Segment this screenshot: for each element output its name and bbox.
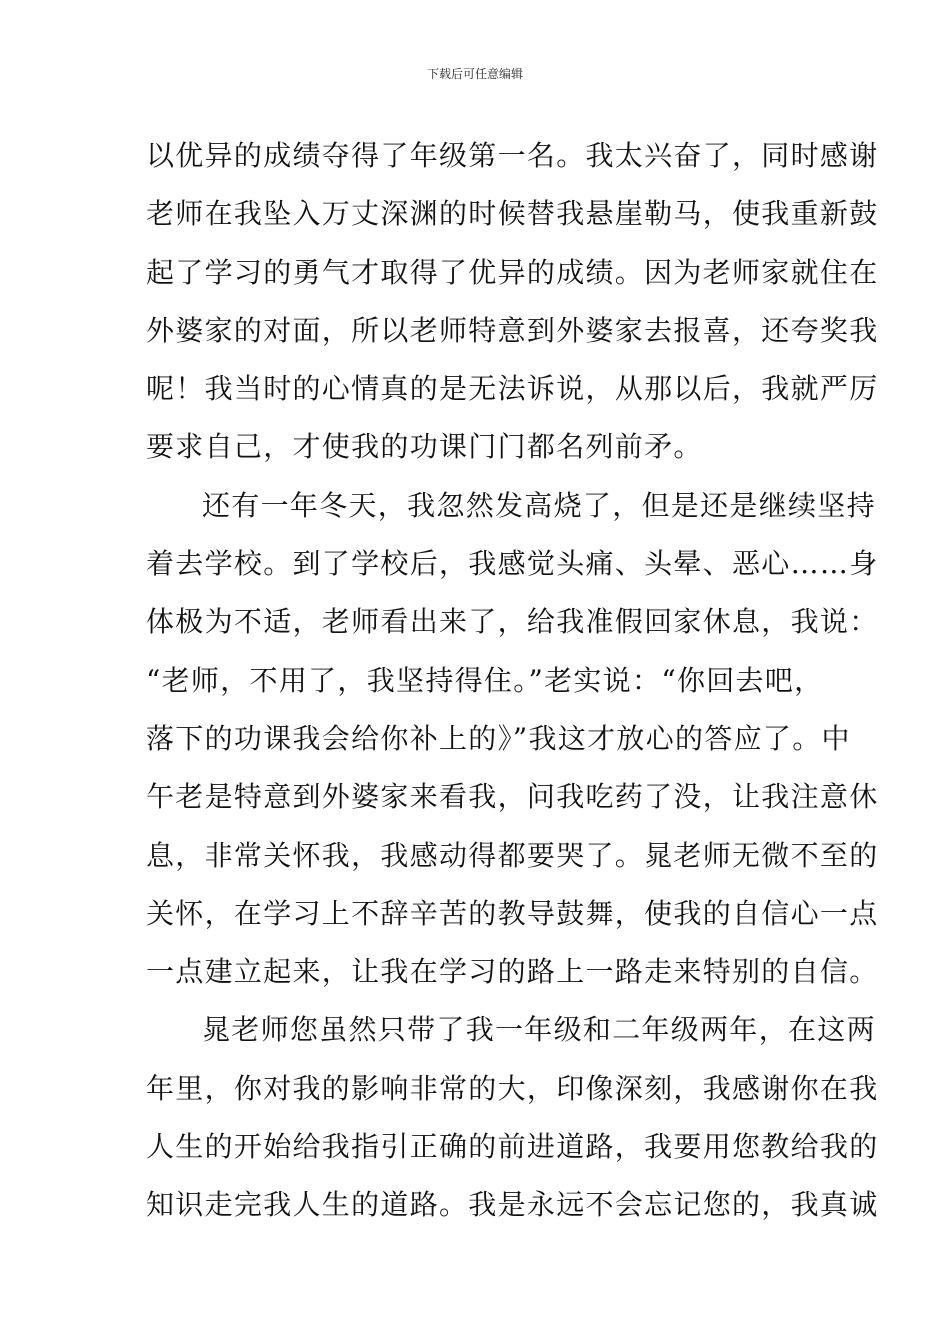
text-line: 外婆家的对面，所以老师特意到外婆家去报喜，还夸奖我 bbox=[146, 313, 879, 347]
text-line: 着去学校。到了学校后，我感觉头痛、头晕、恶心……身 bbox=[146, 547, 879, 581]
text-line: 以优异的成绩夺得了年级第一名。我太兴奋了，同时感谢 bbox=[146, 139, 879, 172]
text-line: 呢！我当时的心情真的是无法诉说，从那以后，我就严厉 bbox=[146, 372, 879, 406]
text-line: 人生的开始给我指引正确的前进道路，我要用您教给我的 bbox=[146, 1130, 879, 1164]
text-line: 一点建立起来，让我在学习的路上一路走来特别的自信。 bbox=[146, 955, 879, 989]
text-line: 还有一年冬天，我忽然发高烧了，但是还是继续坚持 bbox=[202, 488, 876, 522]
body-text bbox=[146, 127, 879, 1235]
text-line: 老师在我坠入万丈深渊的时候替我悬崖勒马，使我重新鼓 bbox=[146, 197, 879, 231]
text-line: 午老是特意到外婆家来看我，问我吃药了没，让我注意休 bbox=[146, 780, 879, 814]
text-line: 体极为不适，老师看出来了，给我准假回家休息，我说： bbox=[146, 605, 879, 639]
text-line: 落下的功课我会给你补上的》”我这才放心的答应了。中 bbox=[146, 721, 851, 755]
text-line: 晁老师您虽然只带了我一年级和二年级两年，在这两 bbox=[202, 1013, 876, 1047]
text-line: 要求自己，才使我的功课门门都名列前矛。 bbox=[146, 430, 703, 464]
text-line: 年里，你对我的影响非常的大，印像深刻，我感谢你在我 bbox=[146, 1071, 879, 1105]
text-line: 知识走完我人生的道路。我是永远不会忘记您的，我真诚 bbox=[146, 1188, 879, 1222]
text-line: 起了学习的勇气才取得了优异的成绩。因为老师家就住在 bbox=[146, 255, 879, 289]
text-line: 关怀，在学习上不辞辛苦的教导鼓舞，使我的自信心一点 bbox=[146, 896, 879, 930]
text-line: 息，非常关怀我，我感动得都要哭了。晁老师无微不至的 bbox=[146, 838, 879, 872]
text-line: “老师，不用了，我坚持得住。”老实说：“你回去吧， bbox=[146, 663, 824, 697]
page-header: 下载后可任意编辑 bbox=[426, 67, 523, 81]
